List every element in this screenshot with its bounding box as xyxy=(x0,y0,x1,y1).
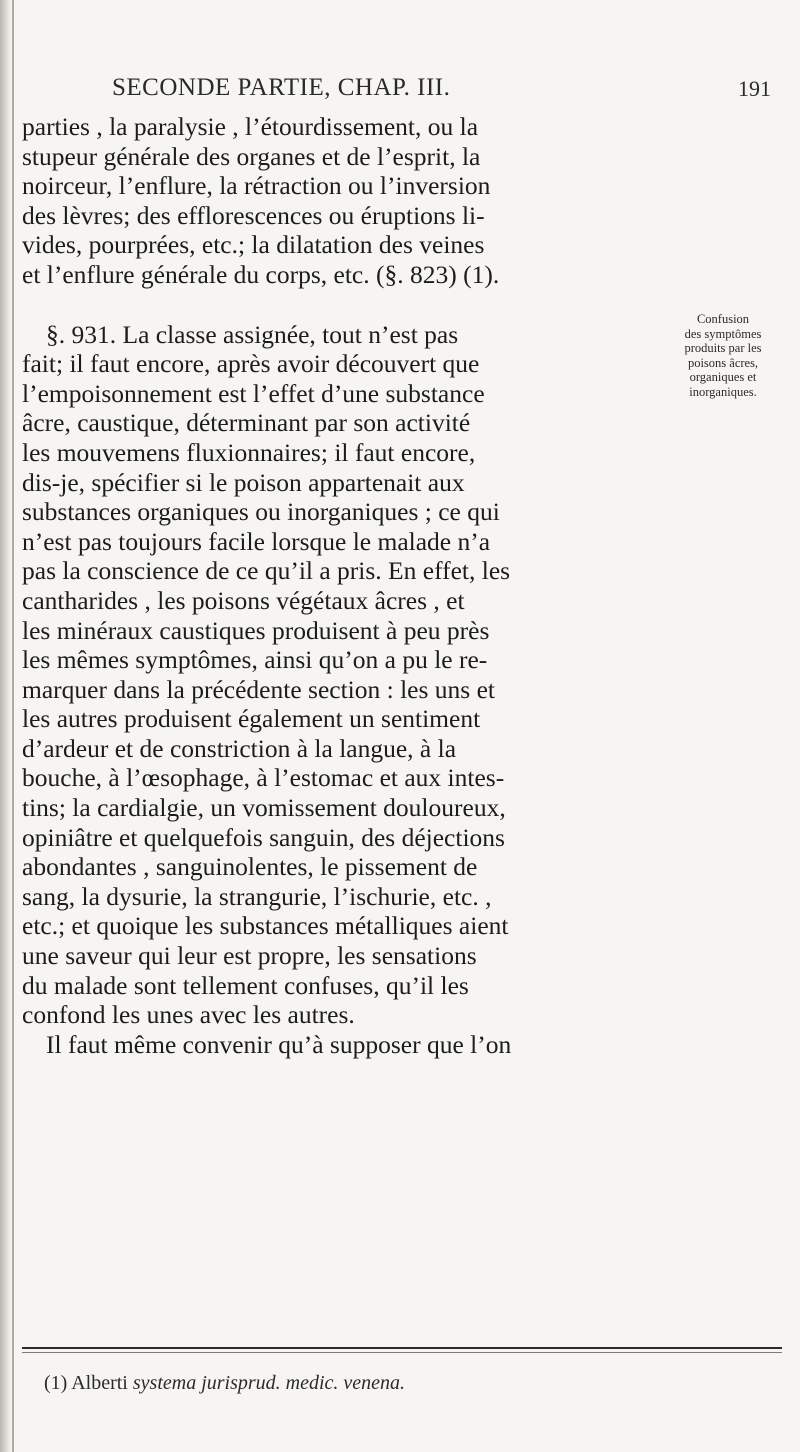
text-line: les autres produisent également un sentiment xyxy=(22,704,481,734)
text-line: fait; il faut encore, après avoir découvert que xyxy=(22,349,480,379)
text-line: l’empoisonnement est l’effet d’une substance xyxy=(22,378,485,408)
text-line: n’est pas toujours facile lorsque le malade n’a xyxy=(22,526,491,556)
text-line: opiniâtre et quelquefois sanguin, des déjections xyxy=(22,822,505,852)
text-line: parties , la paralysie , l’étourdissement, ou la xyxy=(22,112,479,141)
text-line: et l’enflure générale du corps, etc. (§. 823) (1). xyxy=(22,259,500,289)
footnote-reference: (1) Alberti xyxy=(44,1372,133,1394)
text-line: sang, la dysurie, la strangurie, l’ischurie, etc. , xyxy=(22,881,492,911)
text-line: marquer dans la précédente section : les uns et xyxy=(22,674,495,704)
text-line: des lèvres; des efflorescences ou éruptions li- xyxy=(22,200,485,230)
page-number: 191 xyxy=(738,76,771,101)
text-line: âcre, caustique, déterminant par son activité xyxy=(22,408,471,438)
text-line: une saveur qui leur est propre, les sensations xyxy=(22,941,477,971)
footnote-rule xyxy=(22,1347,782,1349)
running-header: SECONDE PARTIE, CHAP. III. xyxy=(112,74,451,101)
footnote-rule-thin xyxy=(22,1352,782,1353)
text-line: d’ardeur et de constriction à la langue, à la xyxy=(22,733,457,763)
text-line: les mêmes symptômes, ainsi qu’on a pu le re- xyxy=(22,645,488,675)
text-line: cantharides , les poisons végétaux âcres , et xyxy=(22,585,465,615)
text-line: stupeur générale des organes et de l’esprit, la xyxy=(22,141,481,171)
margin-note-line: produits par les xyxy=(684,341,762,355)
margin-note-line: organiques et xyxy=(689,370,757,384)
margin-note-line: Confusion xyxy=(696,312,750,326)
footnote xyxy=(44,1372,405,1395)
paragraph-gap xyxy=(22,290,610,320)
text-line: pas la conscience de ce qu’il a pris. En effet, les xyxy=(22,556,511,586)
text-line: les mouvemens fluxionnaires; il faut encore, xyxy=(22,437,476,467)
page-binding-shadow xyxy=(0,0,12,1452)
margin-note-line: des symptômes xyxy=(684,326,762,341)
text-line: les minéraux caustiques produisent à peu près xyxy=(22,615,490,645)
text-line: etc.; et quoique les substances métalliques aient xyxy=(22,911,509,941)
margin-note-line: poisons âcres, xyxy=(687,355,759,370)
section-heading-line: §. 931. La classe assignée, tout n’est pas xyxy=(46,319,459,349)
margin-note-line: inorganiques. xyxy=(689,384,757,399)
footnote-citation: systema jurisprud. medic. venena. xyxy=(132,1372,406,1394)
text-line: confond les unes avec les autres. xyxy=(22,1000,355,1030)
text-line: noirceur, l’enflure, la rétraction ou l’inversion xyxy=(22,171,491,201)
text-line: substances organiques ou inorganiques ; ce qui xyxy=(22,497,500,527)
text-line: vides, pourprées, etc.; la dilatation des veines xyxy=(22,230,485,260)
text-line: tins; la cardialgie, un vomissement douloureux, xyxy=(22,793,506,823)
margin-note xyxy=(653,312,793,399)
text-line: du malade sont tellement confuses, qu’il les xyxy=(22,970,469,1000)
text-line: Il faut même convenir qu’à supposer que l’on xyxy=(46,1029,512,1059)
page-binding-edge xyxy=(12,0,14,1452)
text-line: dis-je, spécifier si le poison appartenait aux xyxy=(22,467,465,497)
text-line: bouche, à l’œsophage, à l’estomac et aux intes- xyxy=(22,763,505,793)
text-line: abondantes , sanguinolentes, le pissement de xyxy=(22,852,478,882)
body-text xyxy=(22,112,610,1059)
